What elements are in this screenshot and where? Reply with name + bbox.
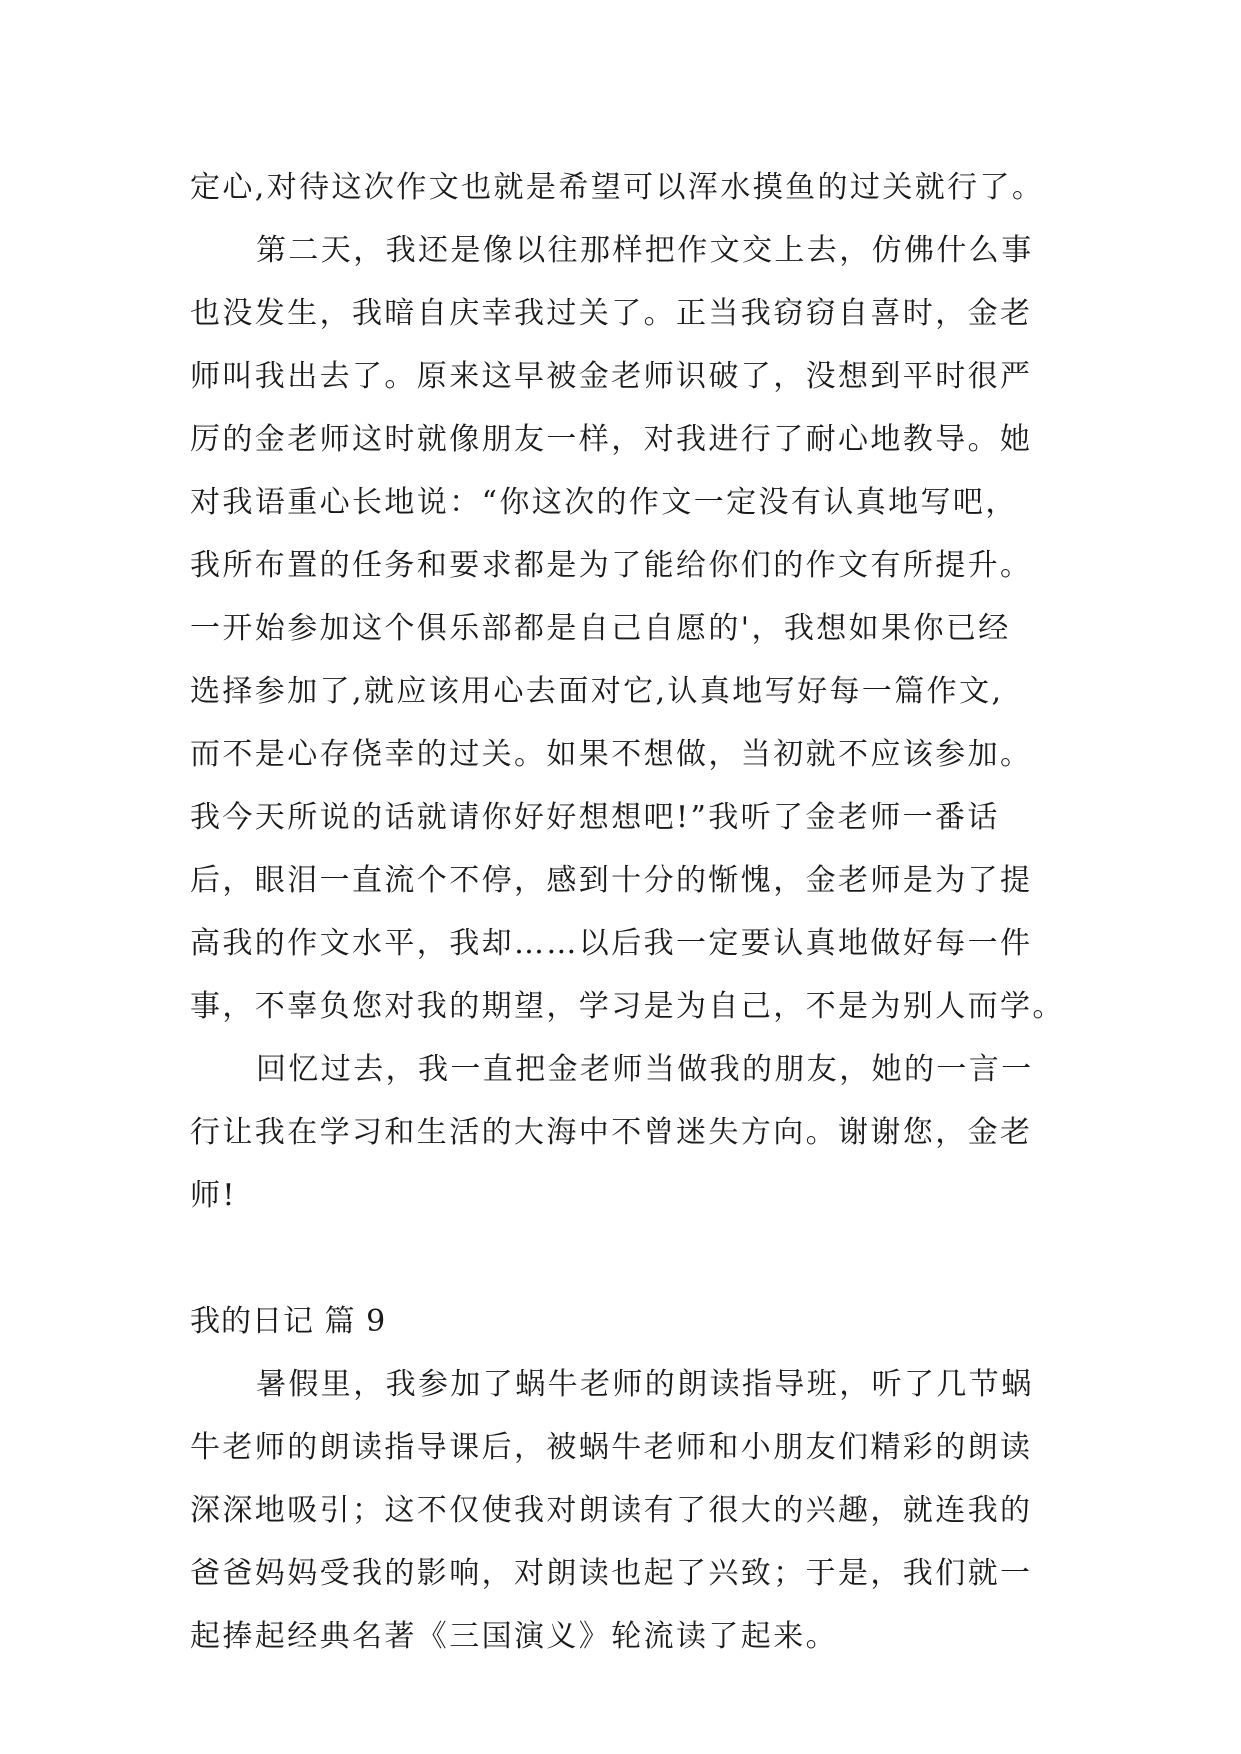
text-line: 而不是心存侥幸的过关。如果不想做，当初就不应该参加。 (190, 737, 1033, 772)
text-line: 厉的金老师这时就像朋友一样，对我进行了耐心地教导。她 (190, 422, 1033, 457)
text-line: 师! (190, 1178, 237, 1213)
text-line: 事，不辜负您对我的期望，学习是为自己，不是为别人而学。 (190, 989, 1065, 1024)
text-line: 高我的作文水平，我却……以后我一定要认真地做好每一件 (190, 926, 1033, 961)
text-line: 师叫我出去了。原来这早被金老师识破了，没想到平时很严 (190, 359, 1033, 394)
text-line: 也没发生，我暗自庆幸我过关了。正当我窃窃自喜时，金老 (190, 296, 1033, 331)
text-line: 一开始参加这个俱乐部都是自己自愿的'，我想如果你已经 (190, 611, 1011, 646)
section-title: 我的日记 篇 9 (190, 1304, 387, 1339)
text-line: 对我语重心长地说：“你这次的作文一定没有认真地写吧， (190, 485, 1018, 520)
text-line: 爸爸妈妈受我的影响，对朗读也起了兴致；于是，我们就一 (190, 1556, 1033, 1591)
text-line: 行让我在学习和生活的大海中不曾迷失方向。谢谢您，金老 (190, 1115, 1033, 1150)
text-line: 定心,对待这次作文也就是希望可以浑水摸鱼的过关就行了。 (190, 170, 1045, 205)
text-line: 牛老师的朗读指导课后，被蜗牛老师和小朋友们精彩的朗读 (190, 1430, 1033, 1465)
text-line: 暑假里，我参加了蜗牛老师的朗读指导班，听了几节蜗 (256, 1367, 1034, 1402)
text-line: 后，眼泪一直流个不停，感到十分的惭愧，金老师是为了提 (190, 863, 1033, 898)
text-line: 我今天所说的话就请你好好想想吧!”我听了金老师一番话 (190, 800, 1000, 835)
text-line: 选择参加了,就应该用心去面对它,认真地写好每一篇作文, (190, 674, 1004, 709)
text-line: 回忆过去，我一直把金老师当做我的朋友，她的一言一 (256, 1052, 1034, 1087)
text-line: 我所布置的任务和要求都是为了能给你们的作文有所提升。 (190, 548, 1033, 583)
text-line: 第二天，我还是像以往那样把作文交上去，仿佛什么事 (256, 233, 1034, 268)
text-line: 深深地吸引；这不仅使我对朗读有了很大的兴趣，就连我的 (190, 1493, 1033, 1528)
text-line: 起捧起经典名著《三国演义》轮流读了起来。 (190, 1619, 838, 1654)
